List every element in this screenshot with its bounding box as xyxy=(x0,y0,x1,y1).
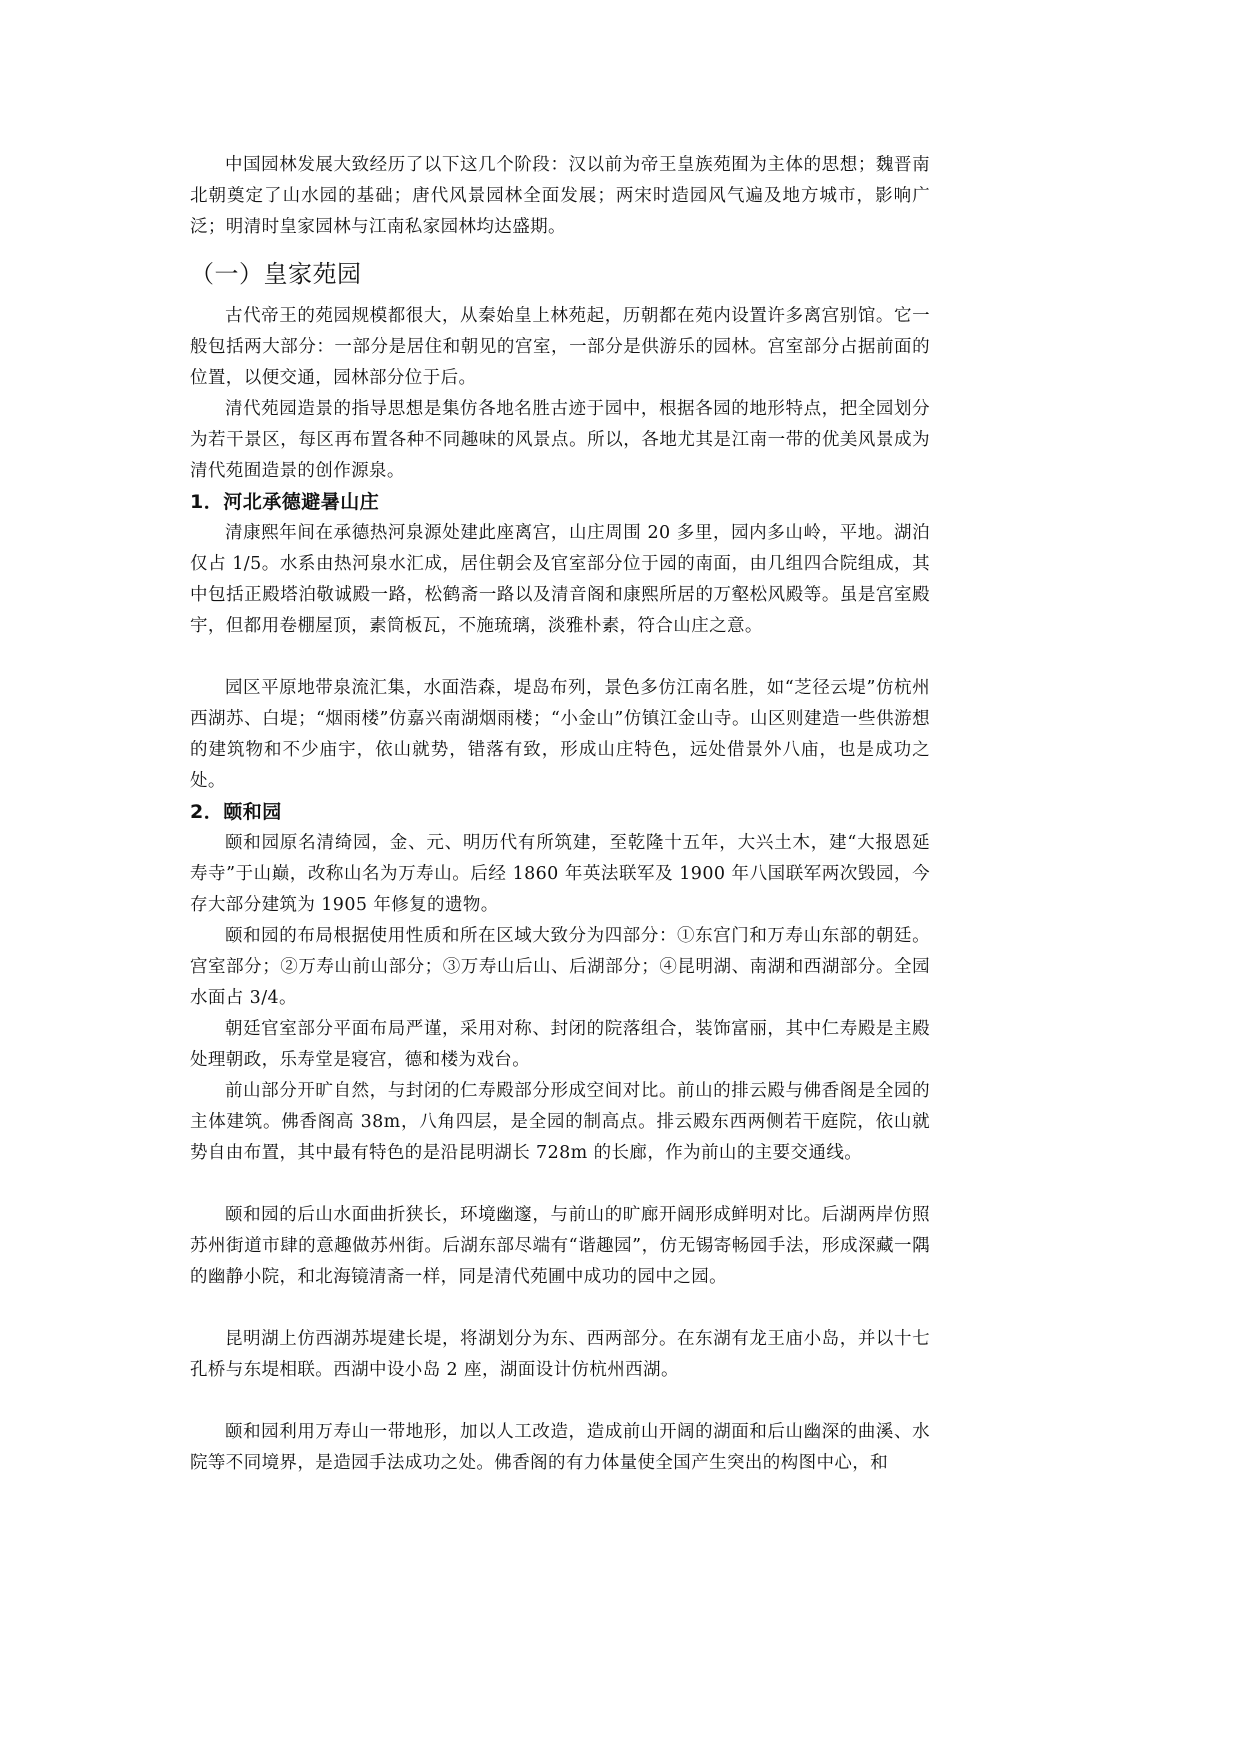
paragraph-gap xyxy=(190,642,930,673)
paragraph: 颐和园的后山水面曲折狭长，环境幽邃，与前山的旷廊开阔形成鲜明对比。后湖两岸仿照苏州街道市肆的意趣做苏州街。后湖东部尽端有“谐趣园”，仿无锡寄畅园手法，形成深藏一隅的幽静小院，和北海镜清斋一样，同是清代苑圃中成功的园中之园。 xyxy=(190,1205,930,1287)
subheading-summer-palace: 2．颐和园 xyxy=(190,801,282,823)
subheading-chengde-mountain-resort: 1．河北承德避暑山庄 xyxy=(190,491,380,513)
paragraph: 朝廷官室部分平面布局严谨，采用对称、封闭的院落组合，装饰富丽，其中仁寿殿是主殿处理朝政，乐寿堂是寝宫，德和楼为戏台。 xyxy=(190,1019,930,1070)
section-heading-imperial-gardens: （一）皇家苑园 xyxy=(190,260,362,288)
paragraph-gap xyxy=(190,1293,930,1324)
paragraph: 昆明湖上仿西湖苏堤建长堤，将湖划分为东、西两部分。在东湖有龙王庙小岛，并以十七孔桥与东堤相联。西湖中设小岛 2 座，湖面设计仿杭州西湖。 xyxy=(190,1329,930,1380)
paragraph: 颐和园利用万寿山一带地形，加以人工改造，造成前山开阔的湖面和后山幽深的曲溪、水院等不同境界，是造园手法成功之处。佛香阁的有力体量使全国产生突出的构图中心，和 xyxy=(190,1422,930,1473)
paragraph: 园区平原地带泉流汇集，水面浩森，堤岛布列，景色多仿江南名胜，如“芝径云堤”仿杭州西湖苏、白堤；“烟雨楼”仿嘉兴南湖烟雨楼；“小金山”仿镇江金山寺。山区则建造一些供游想的建筑物和不少庙宇，依山就势，错落有致，形成山庄特色，远处借景外八庙，也是成功之处。 xyxy=(190,678,930,791)
paragraph: 古代帝王的苑园规模都很大，从秦始皇上林苑起，历朝都在苑内设置许多离宫别馆。它一般包括两大部分：一部分是居住和朝见的宫室，一部分是供游乐的园林。宫室部分占据前面的位置，以便交通，园林部分位于后。 xyxy=(190,306,930,388)
paragraph: 颐和园的布局根据使用性质和所在区域大致分为四部分：①东宫门和万寿山东部的朝廷。宫室部分；②万寿山前山部分；③万寿山后山、后湖部分；④昆明湖、南湖和西湖部分。全园水面占 3/4。 xyxy=(190,926,930,1008)
paragraph: 清代苑园造景的指导思想是集仿各地名胜古迹于园中，根据各园的地形特点，把全园划分为若干景区，每区再布置各种不同趣味的风景点。所以，各地尤其是江南一带的优美风景成为清代苑囿造景的创作源泉。 xyxy=(190,399,930,481)
paragraph-gap xyxy=(190,1386,930,1417)
paragraph-gap xyxy=(190,1169,930,1200)
paragraph: 前山部分开旷自然，与封闭的仁寿殿部分形成空间对比。前山的排云殿与佛香阁是全园的主体建筑。佛香阁高 38m，八角四层，是全园的制高点。排云殿东西两侧若干庭院，依山就势自由布置，其中最有特色的是沿昆明湖长 728m 的长廊，作为前山的主要交通线。 xyxy=(190,1081,930,1163)
paragraph: 清康熙年间在承德热河泉源处建此座离宫，山庄周围 20 多里，园内多山岭，平地。湖泊仅占 1/5。水系由热河泉水汇成，居住朝会及官室部分位于园的南面，由几组四合院组成，其中包括正殿塔泊敬诚殿一路，松鹤斋一路以及清音阁和康熙所居的万壑松风殿等。虽是宫室殿宇，但都用卷棚屋顶，素筒板瓦，不施琉璃，淡雅朴素，符合山庄之意。 xyxy=(190,523,930,636)
intro-paragraph: 中国园林发展大致经历了以下这几个阶段：汉以前为帝王皇族苑囿为主体的思想；魏晋南北朝奠定了山水园的基础；唐代风景园林全面发展；两宋时造园风气遍及地方城市，影响广泛；明清时皇家园林与江南私家园林均达盛期。 xyxy=(190,155,930,237)
document-body xyxy=(190,150,930,1479)
paragraph: 颐和园原名清绮园，金、元、明历代有所筑建，至乾隆十五年，大兴土木，建“大报恩延寿寺”于山巅，改称山名为万寿山。后经 1860 年英法联军及 1900 年八国联军两次毁园，今存大部分建筑为 1905 年修复的遗物。 xyxy=(190,833,930,915)
